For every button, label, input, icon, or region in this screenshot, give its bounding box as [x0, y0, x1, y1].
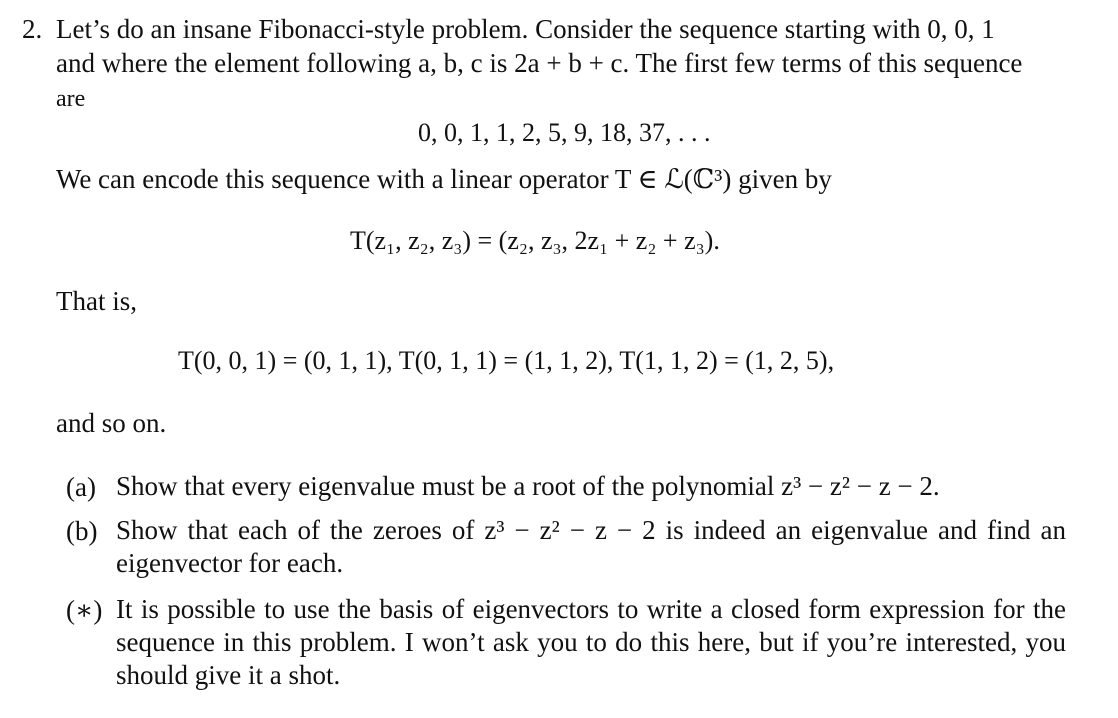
intro-line-1: Let’s do an insane Fibonacci-style problem. Consider the sequence starting with 0, 0, 1 [56, 14, 995, 44]
sequence-display: 0, 0, 1, 1, 2, 5, 9, 18, 37, . . . [418, 118, 711, 147]
operator-definition: T(z₁, z₂, z₃) = (z₂, z₃, 2z₁ + z₂ + z₃). [350, 226, 720, 255]
part-b-label: (b) [66, 516, 98, 546]
part-a-label: (a) [66, 472, 96, 502]
encode-sentence: We can encode this sequence with a linear operator T ∈ ℒ(ℂ³) given by [56, 164, 832, 194]
part-b-text: Show that each of the zeroes of z³ − z² − z − 2 is indeed an eigenvalue and find an eigenvector for each. [116, 515, 1066, 578]
intro-line-3: are [56, 86, 86, 112]
part-star-text: It is possible to use the basis of eigenvectors to write a closed form expression for the sequence in this problem. I won’t ask you to do this here, but if you’re interested, you should give it a shot. [116, 594, 1066, 690]
part-star-label: (∗) [66, 595, 103, 625]
part-a-text: Show that every eigenvalue must be a root of the polynomial z³ − z² − z − 2. [116, 471, 940, 501]
problem-number: 2. [22, 14, 43, 44]
operator-examples: T(0, 0, 1) = (0, 1, 1), T(0, 1, 1) = (1, 1, 2), T(1, 1, 2) = (1, 2, 5), [178, 346, 835, 375]
that-is-text: That is, [56, 286, 137, 316]
and-so-on-text: and so on. [56, 408, 167, 438]
intro-line-2: and where the element following a, b, c is 2a + b + c. The first few terms of this sequence [56, 48, 1023, 78]
